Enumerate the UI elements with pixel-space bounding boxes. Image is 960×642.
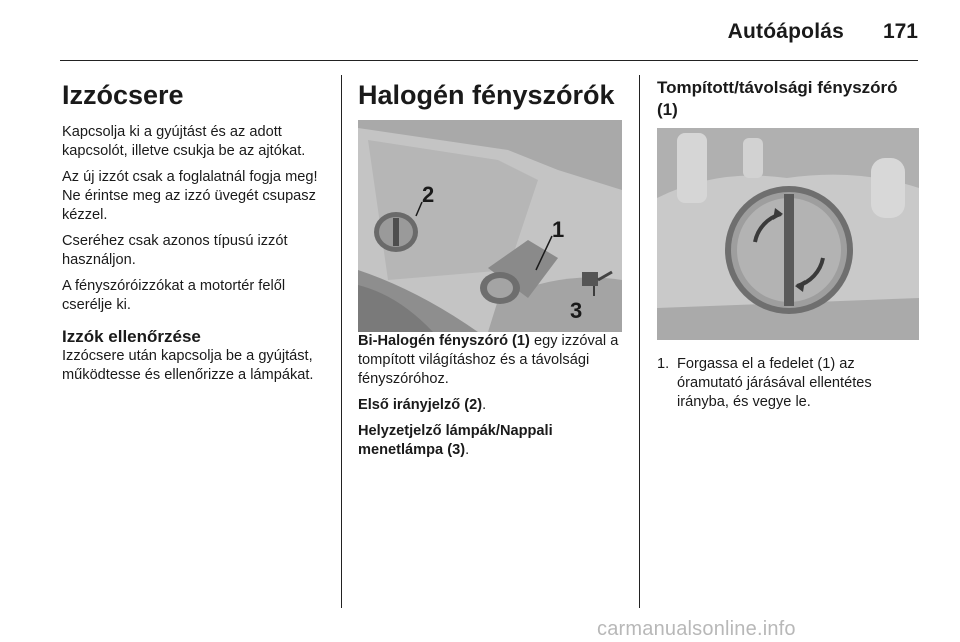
watermark: carmanualsonline.info xyxy=(597,618,796,640)
column-1 xyxy=(62,60,328,392)
figure-label-1: 1 xyxy=(552,217,565,242)
caption-1-bold: Bi-Halogén fényszóró (1) xyxy=(358,333,530,349)
caption-3-bold: Helyzetjelző lámpák/Nappali menetlámpa (3) xyxy=(358,423,553,458)
section-title: Izzócsere xyxy=(62,80,184,110)
figure-label-3: 3 xyxy=(570,298,583,323)
step-1-text: Forgassa el a fedelet (1) az óramutató járásával ellentétes irányba, és vegye le. xyxy=(677,356,872,410)
page-number: 171 xyxy=(882,20,918,43)
bulb-cover-cap xyxy=(725,186,853,314)
halogen-title: Halogén fényszórók xyxy=(358,80,615,110)
paragraph-3: Cseréhez csak azonos típusú izzót használjon. xyxy=(62,233,288,268)
bulb-cover-illustration xyxy=(657,128,919,340)
subsection-title: Izzók ellenőrzése xyxy=(62,327,201,346)
low-high-beam-title: Tompított/távolsági fényszóró (1) xyxy=(657,78,898,119)
step-1 xyxy=(657,355,919,412)
caption-1 xyxy=(358,332,622,389)
paragraph-2: Az új izzót csak a foglalatnál fogja meg! Ne érintse meg az izzó üvegét csupasz kézzel. xyxy=(62,169,318,223)
headlamp-rear-illustration xyxy=(358,120,622,332)
caption-2 xyxy=(358,396,622,415)
column-divider-1 xyxy=(341,75,342,608)
caption-3 xyxy=(358,422,622,460)
caption-2-rest: . xyxy=(482,397,487,413)
subsection-text: Izzócsere után kapcsolja be a gyújtást, működtesse és ellenőrizze a lámpákat. xyxy=(62,348,314,383)
caption-3-rest: . xyxy=(465,442,470,458)
step-1-number: 1. xyxy=(657,356,670,372)
instruction-list xyxy=(657,355,919,412)
column-divider-2 xyxy=(639,75,640,608)
paragraph-1: Kapcsolja ki a gyújtást és az adott kapcsolót, illetve csukja be az ajtókat. xyxy=(62,124,306,159)
caption-2-bold: Első irányjelző (2) xyxy=(358,397,483,413)
header-title: Autóápolás xyxy=(727,20,844,43)
page-header xyxy=(0,0,960,60)
figure-label-2: 2 xyxy=(422,182,435,207)
column-3 xyxy=(657,60,919,412)
caption-1-rest: egy izzóval a tompított világításhoz és a távolsági fényszóróhoz. xyxy=(358,333,619,387)
paragraph-4: A fényszóróizzókat a motortér felől cserélje ki. xyxy=(62,278,286,313)
indicator-socket xyxy=(374,212,418,252)
column-2 xyxy=(358,60,622,467)
